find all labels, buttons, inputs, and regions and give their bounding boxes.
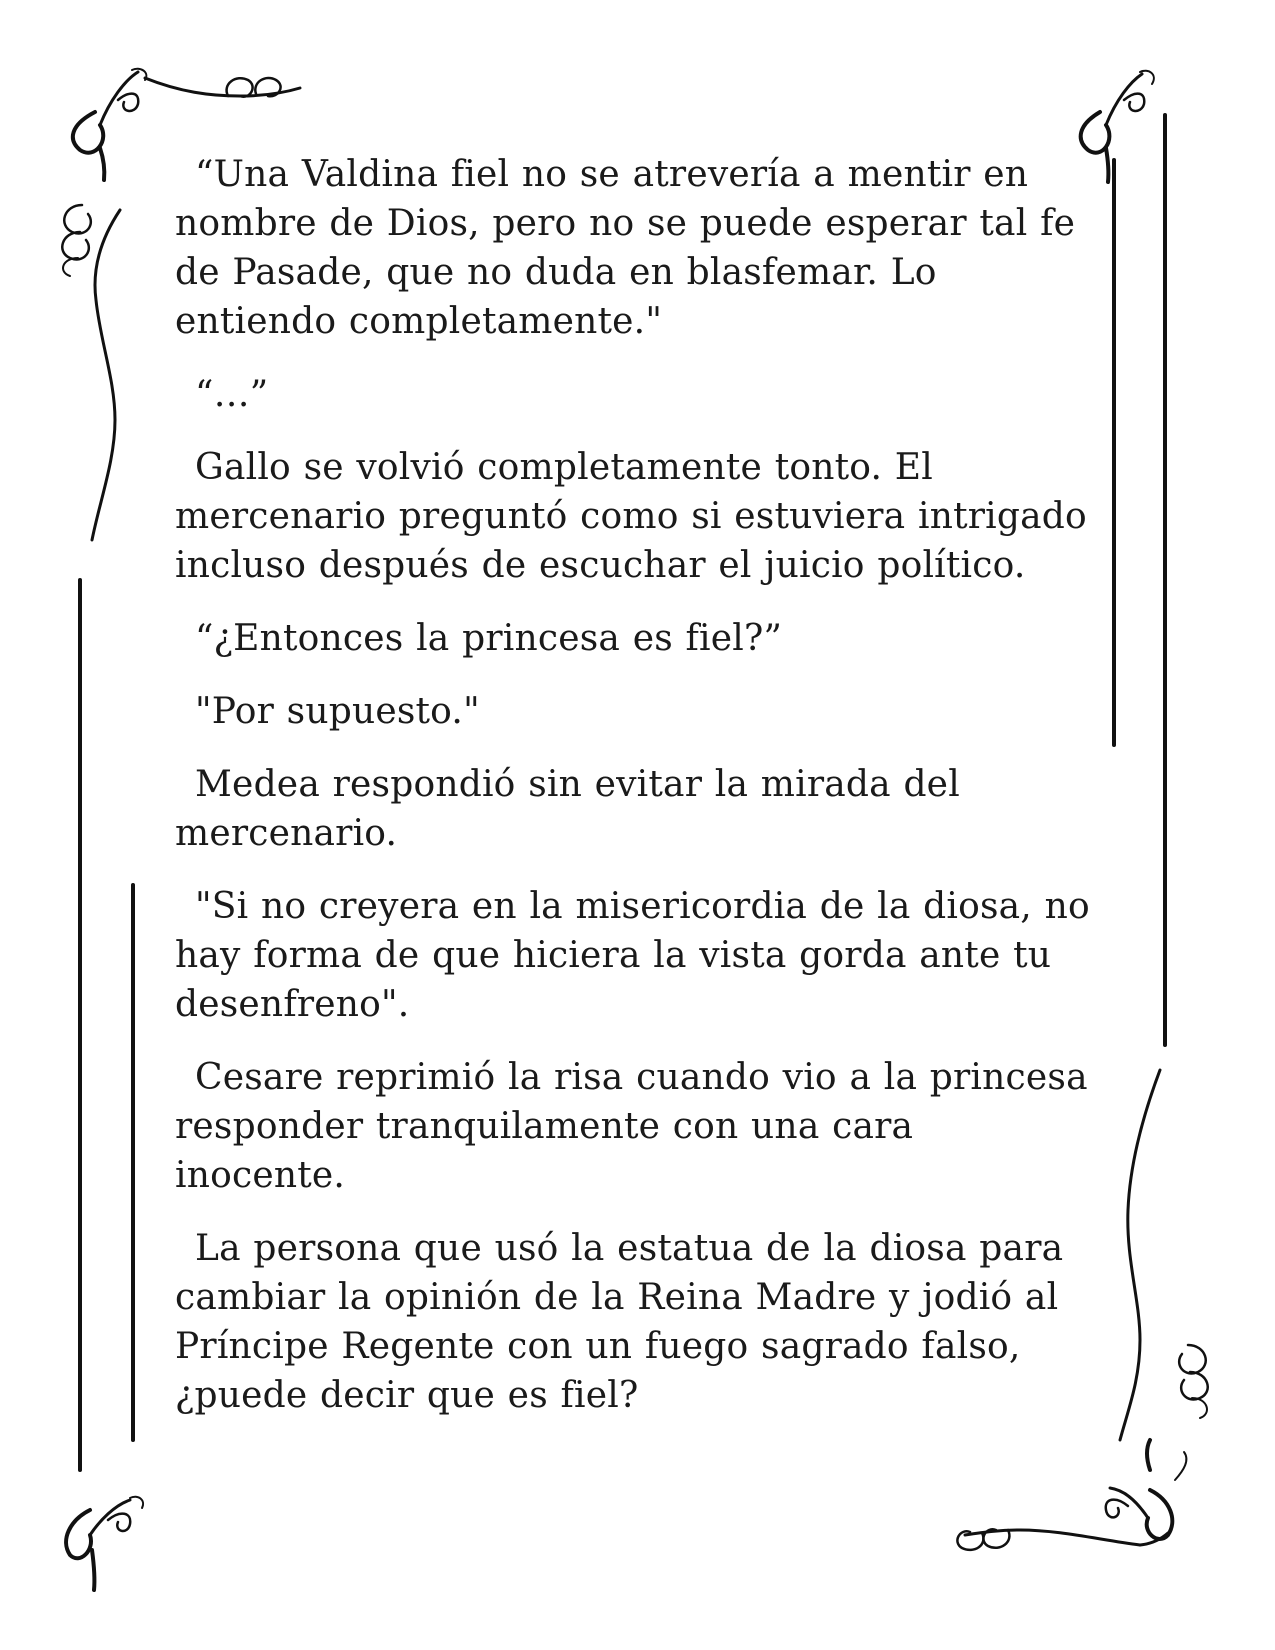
right-side-swirl (1120, 1070, 1208, 1440)
paragraph-4: “¿Entonces la princesa es fiel?” (195, 618, 783, 659)
bottom-right-flourish (957, 1440, 1186, 1550)
paragraph-8: Cesare reprimió la risa cuando vio a la princesa responder tranquilamente con una cara inocente. (175, 1057, 1088, 1196)
paragraph-7: "Si no creyera en la misericordia de la diosa, no hay forma de que hiciera la vista gorda ante tu desenfreno". (175, 886, 1090, 1025)
paragraph-6: Medea respondió sin evitar la mirada del mercenario. (175, 764, 960, 854)
paragraph-3: Gallo se volvió completamente tonto. El mercenario preguntó como si estuviera intrigado incluso después de escuchar el juicio político. (175, 447, 1087, 586)
paragraph-1: “Una Valdina fiel no se atrevería a mentir en nombre de Dios, pero no se puede esperar tal fe de Pasade, que no duda en blasfemar. Lo entiendo completamente." (175, 154, 1076, 342)
paragraph-2: “…” (195, 374, 269, 415)
paragraph-5: "Por supuesto." (195, 691, 480, 732)
paragraph-9: La persona que usó la estatua de la diosa para cambiar la opinión de la Reina Madre y jodió al Príncipe Regente con un fuego sagrado falso, ¿puede decir que es fiel? (175, 1228, 1064, 1416)
document-body (175, 150, 1095, 1444)
bottom-left-flourish (66, 1497, 143, 1590)
left-side-swirl (62, 205, 120, 540)
